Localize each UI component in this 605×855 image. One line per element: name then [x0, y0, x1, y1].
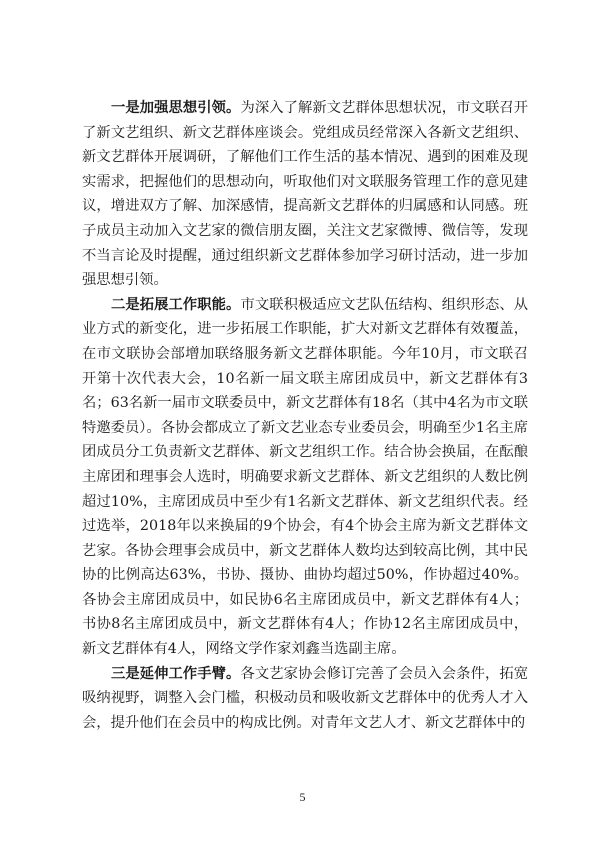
- paragraph-2: [82, 293, 528, 662]
- paragraph-1-heading: 一是加强思想引领。: [111, 100, 241, 116]
- paragraph-1: [82, 96, 528, 293]
- page-number: 5: [299, 790, 306, 804]
- paragraph-2-text: 市文联积极适应文艺队伍结构、组织形态、从业方式的新变化，进一步拓展工作职能，扩大对新文艺群体有效覆盖，在市文联协会部增加联络服务新文艺群体职能。今年10月，市文联召开第十次代表大会，10名新一届文联主席团成员中，新文艺群体有3名；63名新一届市文联委员中，新文艺群体有18名（其中4名为市文联特邀委员）。各协会都成立了新文艺业态专业委员会，明确至少1名主席团成员分工负责新文艺群体、新文艺组织工作。结合协会换届，在酝酿主席团和理事会人选时，明确要求新文艺群体、新文艺组织的人数比例超过10%，主席团成员中至少有1名新文艺群体、新文艺组织代表。经过选举，2018年以来换届的9个协会，有4个协会主席为新文艺群体文艺家。各协会理事会成员中，新文艺群体人数均达到较高比例，其中民协的比例高达63%，书协、摄协、曲协均超过50%，作协超过40%。各协会主席团成员中，如民协6名主席团成员中，新文艺群体有4人；书协8名主席团成员中，新文艺群体有4人；作协12名主席团成员中，新文艺群体有4人，网络文学作家刘鑫当选副主席。: [82, 296, 529, 658]
- paragraph-1-text: 为深入了解新文艺群体思想状况，市文联召开了新文艺组织、新文艺群体座谈会。党组成员经常深入各新文艺组织、新文艺群体开展调研，了解他们工作生活的基本情况、遇到的困难及现实需求，把握他们的思想动向，听取他们对文联服务管理工作的意见建议，增进双方了解、加深感情，提高新文艺群体的归属感和认同感。班子成员主动加入文艺家的微信朋友圈，关注文艺家微博、微信等，发现不当言论及时提醒，通过组织新文艺群体参加学习研讨活动，进一步加强思想引领。: [82, 100, 529, 289]
- paragraph-3-heading: 三是延伸工作手臂。: [111, 665, 241, 682]
- document-body: [82, 96, 528, 735]
- paragraph-3-text: 各文艺家协会修订完善了会员入会条件，拓宽吸纳视野，调整入会门槛，积极动员和吸收新文艺群体中的优秀人才入会，提升他们在会员中的构成比例。对青年文艺人才、新文艺群体中的: [82, 665, 529, 731]
- paragraph-3: [82, 662, 528, 736]
- paragraph-2-heading: 二是拓展工作职能。: [111, 296, 241, 313]
